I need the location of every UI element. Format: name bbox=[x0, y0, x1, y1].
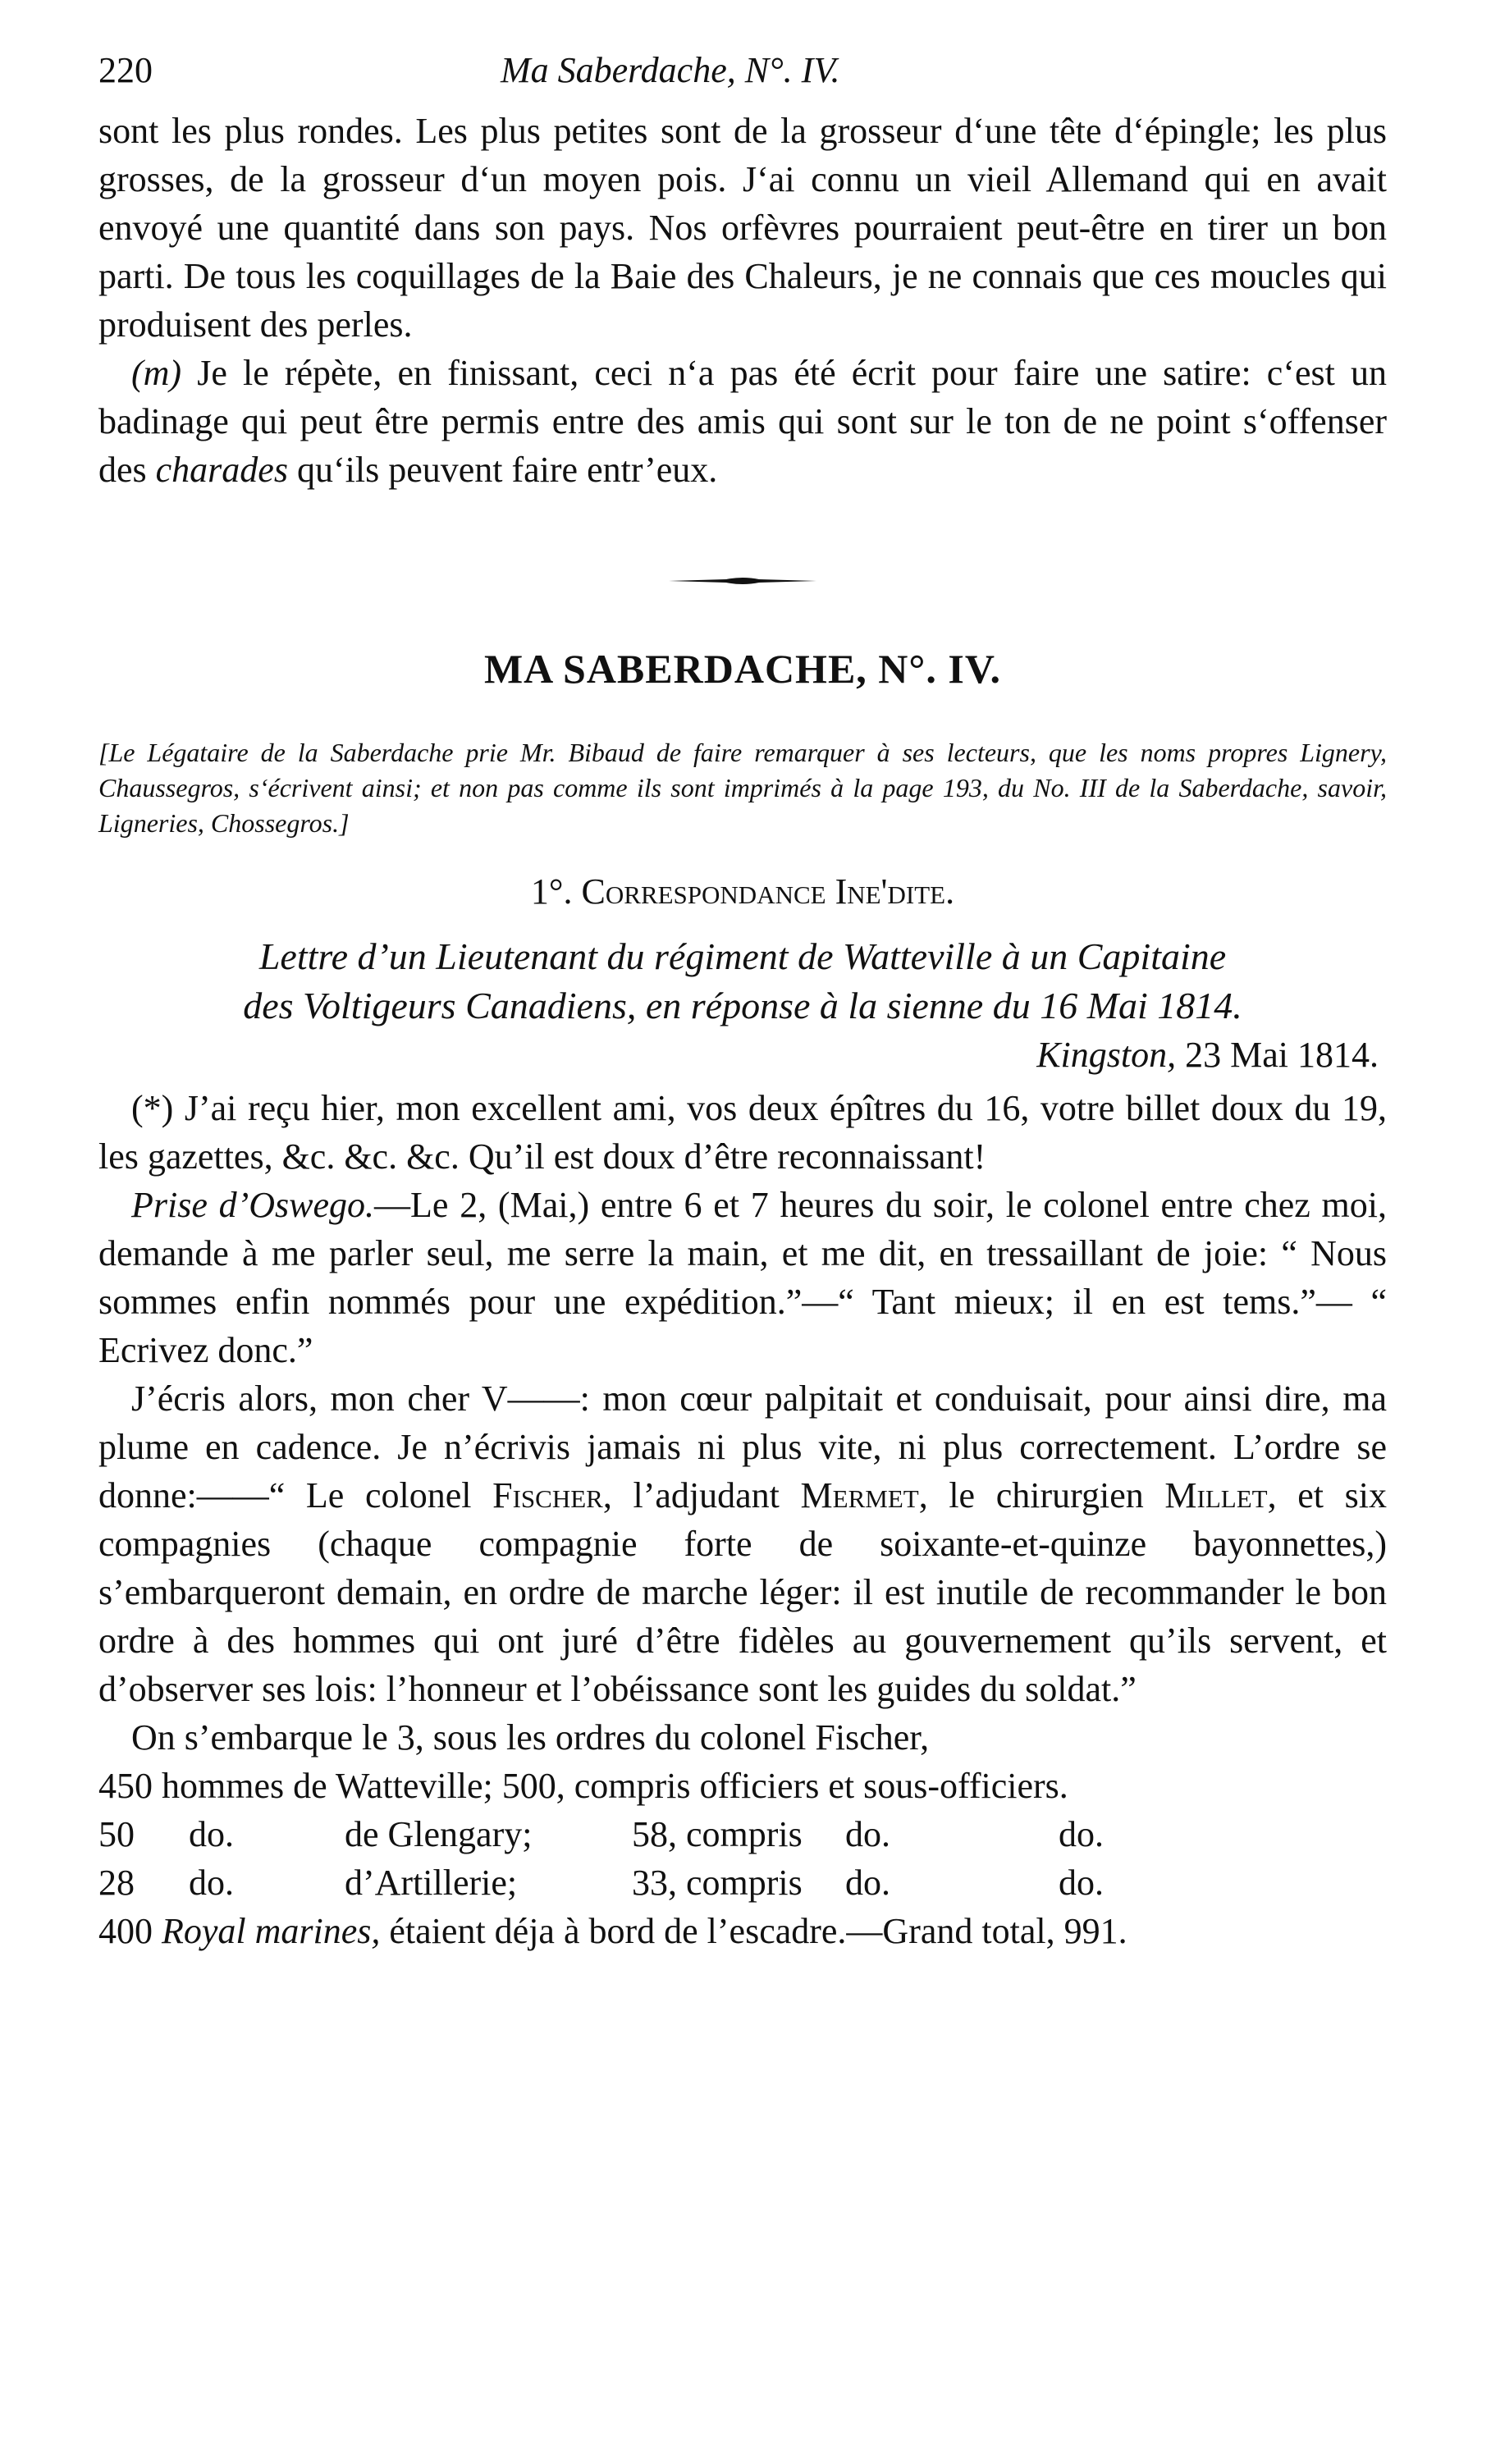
letter-paragraph-2-text: —Le 2, (Mai,) entre 6 et 7 heures du soir, le colonel entre chez moi, demande à me parler seul, me serre la main, et me dit, en tressaillant de joie: “ Nous sommes enfin nommés pour une expédition.”—“ Tant mieux; il en est tems.”— “ Ecrivez donc.” bbox=[98, 1185, 1387, 1370]
name-mermet: Mermet bbox=[800, 1475, 919, 1515]
roster-cell: 58, compris bbox=[632, 1814, 803, 1854]
letter-paragraph-3-part-3: , le chirurgien bbox=[918, 1475, 1165, 1515]
letter-paragraph-4: On s’embarque le 3, sous les ordres du colonel Fischer, bbox=[131, 1717, 930, 1758]
roster-row bbox=[98, 1858, 1387, 1907]
footnote-m-label: (m) bbox=[131, 353, 182, 393]
letter-paragraph-3-part-4: , et six compagnies (chaque compagnie forte de soixante-et-quinze bayonnettes,) s’embarqueront demain, en ordre de marche léger: il est inutile de recommander le bon ordre à des hommes qui ont juré d’être fidèles au gouvernement qu’ils servent, et d’observer ses lois: l’honneur et l’obéissance sont les guides du soldat.” bbox=[98, 1475, 1387, 1709]
footnote-m-text-1: Je le répète, en finissant, ceci n‘a pas été écrit pour faire une satire: c‘est un badinage qui peut être permis entre des amis qui sont sur le ton de ne point s‘offenser des bbox=[98, 353, 1387, 490]
letter-paragraph-3-part-2: , l’adjudant bbox=[602, 1475, 801, 1515]
editorial-note: [Le Légataire de la Saberdache prie Mr. Bibaud de faire remarquer à ses lecteurs, que les noms propres Lignery, Chaussegros, s‘écrivent ainsi; et non pas comme ils sont imprimés à la page 193, du No. III de la Saberdache, savoir, Ligneries, Chossegros.] bbox=[98, 738, 1387, 838]
roster-row-first: 450 hommes de Watteville; 500, compris officiers et sous-officiers. bbox=[98, 1766, 1068, 1806]
roster-cell: do. bbox=[1059, 1814, 1104, 1854]
roster-cell: 50 bbox=[98, 1814, 135, 1854]
page bbox=[98, 49, 1387, 1955]
letter-body bbox=[98, 1084, 1387, 1955]
roster-cell: d’Artillerie; bbox=[345, 1863, 518, 1903]
dateline bbox=[98, 1034, 1379, 1076]
roster-row bbox=[98, 1810, 1387, 1858]
roster-cell: de Glengary; bbox=[345, 1814, 533, 1854]
dateline-place: Kingston, bbox=[1036, 1035, 1177, 1075]
royal-marines: Royal marines, bbox=[162, 1911, 381, 1951]
dateline-date: 23 Mai 1814. bbox=[1176, 1035, 1379, 1075]
roster-cell: do. bbox=[189, 1863, 234, 1903]
roster-cell: do. bbox=[1059, 1863, 1104, 1903]
troop-roster bbox=[98, 1762, 1387, 1907]
final-paragraph-part-1: 400 bbox=[98, 1911, 162, 1951]
letter-title bbox=[98, 932, 1387, 1031]
footnote-m-charades: charades bbox=[155, 450, 288, 490]
letter-title-line-2: des Voltigeurs Canadiens, en réponse à la sienne du 16 Mai 1814. bbox=[243, 985, 1242, 1026]
running-head bbox=[98, 49, 1387, 107]
running-title: Ma Saberdache, N°. IV. bbox=[501, 50, 840, 90]
ornament-rule-icon bbox=[669, 576, 816, 586]
name-millet: Millet bbox=[1164, 1475, 1268, 1515]
letter-paragraph-1: (*) J’ai reçu hier, mon excellent ami, vos deux épîtres du 16, votre billet doux du 19, les gazettes, &c. &c. &c. Qu’il est doux d’être reconnaissant! bbox=[98, 1088, 1387, 1177]
final-paragraph bbox=[98, 1907, 1387, 1955]
oswego-heading: Prise d’Oswego. bbox=[131, 1185, 375, 1225]
subsection-heading bbox=[98, 871, 1387, 912]
subsection-title: Correspondance Ine'dite. bbox=[581, 871, 955, 912]
footnote-m bbox=[98, 349, 1387, 494]
letter-paragraph-3-part-1: J’écris alors, mon cher V——: mon cœur palpitait et conduisait, pour ainsi dire, ma plume en cadence. Je n’écrivis jamais ni plus vite, ni plus correctement. L’ordre se donne:——“ Le colonel bbox=[98, 1378, 1387, 1515]
letter-paragraph-2 bbox=[98, 1181, 1387, 1374]
final-paragraph-part-2: étaient déja à bord de l’escadre.—Grand total, 991. bbox=[380, 1911, 1127, 1951]
name-fischer: Fischer bbox=[492, 1475, 603, 1515]
continuation-paragraph: sont les plus rondes. Les plus petites sont de la grosseur d‘une tête d‘épingle; les plus grosses, de la grosseur d‘un moyen pois. J‘ai connu un vieil Allemand qui en avait envoyé une quantité dans son pays. Nos orfèvres pourraient peut-être en tirer un bon parti. De tous les coquillages de la Baie des Chaleurs, je ne connais que ces moucles qui produisent des perles. bbox=[98, 111, 1387, 345]
letter-title-line-1: Lettre d’un Lieutenant du régiment de Watteville à un Capitaine bbox=[258, 935, 1227, 977]
roster-cell: 33, compris bbox=[632, 1863, 803, 1903]
roster-cell: 28 bbox=[98, 1863, 135, 1903]
subsection-number: 1°. bbox=[530, 871, 573, 912]
footnote-m-text-2: qu‘ils peuvent faire entr’eux. bbox=[287, 450, 718, 490]
roster-cell: do. bbox=[845, 1863, 890, 1903]
roster-cell: do. bbox=[189, 1814, 234, 1854]
letter-paragraph-3 bbox=[98, 1374, 1387, 1713]
section-divider bbox=[98, 569, 1387, 594]
page-number: 220 bbox=[98, 50, 153, 90]
roster-cell: do. bbox=[845, 1814, 890, 1854]
section-title: MA SABERDACHE, N°. IV. bbox=[483, 646, 1002, 692]
